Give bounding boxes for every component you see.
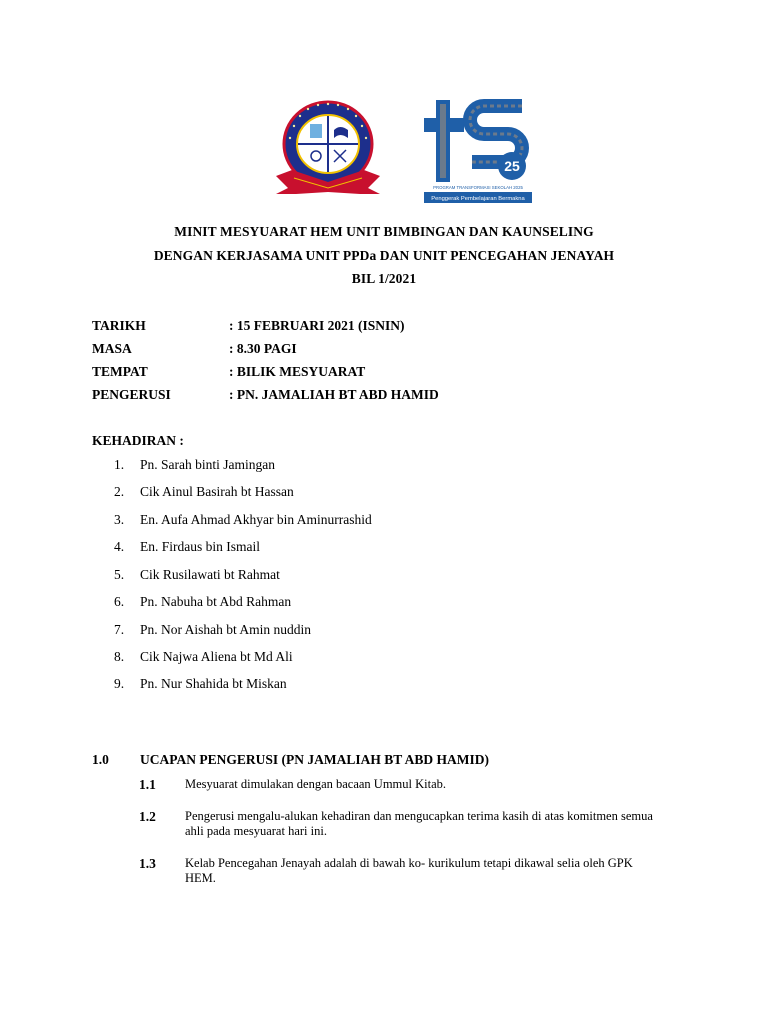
section-title: UCAPAN PENGERUSI (PN JAMALIAH BT ABD HAMID) <box>140 752 490 767</box>
info-label: MASA <box>92 341 132 356</box>
info-label: TEMPAT <box>92 364 148 379</box>
attendance-number: 2. <box>114 484 125 499</box>
info-value: : BILIK MESYUARAT <box>229 364 366 379</box>
section-number: 1.0 <box>92 752 109 767</box>
attendance-number: 7. <box>114 622 125 637</box>
info-value: : 15 FEBRUARI 2021 (ISNIN) <box>229 318 405 333</box>
attendance-item <box>114 567 280 583</box>
attendance-name: Pn. Nur Shahida bt Miskan <box>140 676 287 691</box>
document-title-line2: DENGAN KERJASAMA UNIT PPDa DAN UNIT PENCEGAHAN JENAYAH <box>153 248 615 263</box>
attendance-number: 5. <box>114 567 125 582</box>
attendance-number: 6. <box>114 594 125 609</box>
school-crest-logo <box>270 94 386 206</box>
info-label: PENGERUSI <box>92 387 171 402</box>
minute-item-number: 1.1 <box>139 777 156 792</box>
attendance-item <box>114 622 311 638</box>
attendance-item <box>114 512 372 528</box>
svg-text:Penggerak Pembelajaran Bermakn: Penggerak Pembelajaran Bermakna <box>431 196 525 202</box>
attendance-name: Cik Najwa Aliena bt Md Ali <box>140 649 293 664</box>
attendance-number: 8. <box>114 649 125 664</box>
attendance-item <box>114 457 275 473</box>
attendance-number: 4. <box>114 539 125 554</box>
attendance-heading: KEHADIRAN : <box>92 433 184 448</box>
svg-text:PROGRAM TRANSFORMASI SEKOLAH 2: PROGRAM TRANSFORMASI SEKOLAH 2025 <box>433 185 523 190</box>
svg-text:25: 25 <box>504 158 520 174</box>
attendance-number: 9. <box>114 676 125 691</box>
attendance-number: 1. <box>114 457 125 472</box>
attendance-name: Pn. Sarah binti Jamingan <box>140 457 275 472</box>
document-title-line1: MINIT MESYUARAT HEM UNIT BIMBINGAN DAN KAUNSELING <box>174 224 594 239</box>
info-value: : PN. JAMALIAH BT ABD HAMID <box>229 387 439 402</box>
attendance-name: Pn. Nabuha bt Abd Rahman <box>140 594 292 609</box>
attendance-item <box>114 649 293 665</box>
ts25-program-logo <box>422 96 534 204</box>
attendance-item <box>114 539 260 555</box>
header-logos <box>0 94 768 209</box>
attendance-item <box>114 594 291 610</box>
attendance-item <box>114 484 294 500</box>
minute-item-text: Mesyuarat dimulakan dengan bacaan Ummul Kitab. <box>185 777 447 791</box>
info-value: : 8.30 PAGI <box>229 341 297 356</box>
attendance-item <box>114 676 287 692</box>
minute-item-number: 1.3 <box>139 856 156 871</box>
attendance-name: Cik Rusilawati bt Rahmat <box>140 567 280 582</box>
document-title-line3: BIL 1/2021 <box>351 271 417 286</box>
minute-item-text: Kelab Pencegahan Jenayah adalah di bawah ko- kurikulum tetapi dikawal selia oleh GPK HEM. <box>185 856 633 885</box>
minute-item-number: 1.2 <box>139 809 156 824</box>
attendance-name: Pn. Nor Aishah bt Amin nuddin <box>140 622 312 637</box>
attendance-name: En. Firdaus bin Ismail <box>140 539 260 554</box>
attendance-name: En. Aufa Ahmad Akhyar bin Aminurrashid <box>140 512 372 527</box>
minute-item-text: Pengerusi mengalu-alukan kehadiran dan mengucapkan terima kasih di atas komitmen semua ahli pada mesyuarat hari ini. <box>185 809 653 838</box>
attendance-number: 3. <box>114 512 125 527</box>
attendance-name: Cik Ainul Basirah bt Hassan <box>140 484 294 499</box>
info-label: TARIKH <box>92 318 146 333</box>
